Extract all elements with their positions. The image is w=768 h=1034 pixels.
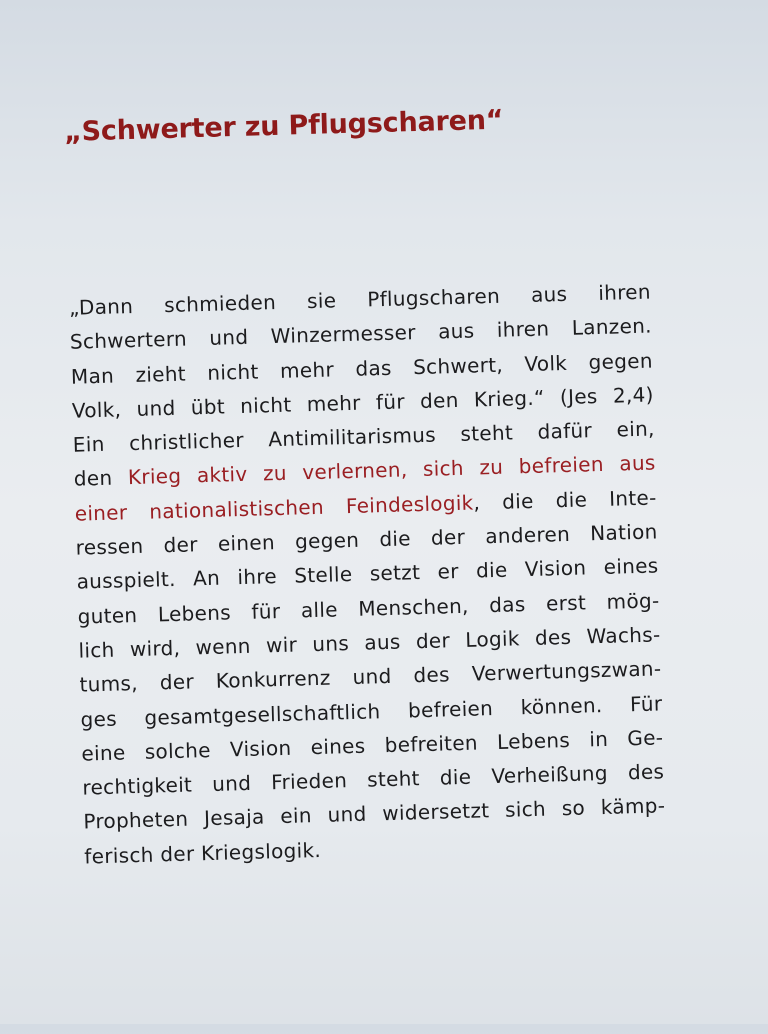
body-paragraph: [69, 275, 667, 874]
text-line: Schwertern und Winzermesser aus ihren Lanzen.: [69, 313, 653, 355]
text-line: Volk, und übt nicht mehr für den Krieg.“ (Jes 2,4): [71, 382, 655, 423]
text-line: ferisch der Kriegslogik.: [84, 837, 322, 869]
text-line: Propheten Jesaja ein und widersetzt sich so kämp-: [83, 793, 666, 835]
text-line: Man zieht nicht mehr das Schwert, Volk gegen: [70, 348, 654, 389]
emphasis-text: Krieg aktiv zu verlernen, sich zu befreien aus: [127, 450, 656, 490]
text-line: ausspielt. An ihre Stelle setzt er die Vision eines: [76, 553, 659, 595]
text-line: guten Lebens für alle Menschen, das erst mög-: [77, 588, 660, 629]
text-line-suffix: , die die Inte-: [473, 485, 657, 515]
text-line: eine solche Vision eines befreiten Lebens in Ge-: [81, 725, 664, 766]
text-line: Ein christlicher Antimilitarismus steht dafür ein,: [72, 416, 655, 457]
text-line: rechtigkeit und Frieden steht die Verheißung des: [82, 759, 665, 800]
text-line: lich wird, wenn wir uns aus der Logik des Wachs-: [78, 622, 661, 663]
text-line: tums, der Konkurrenz und des Verwertungszwan-: [79, 656, 662, 697]
text-line-prefix: den: [73, 465, 129, 492]
emphasis-text: einer nationalistischen Feindeslogik: [74, 490, 474, 526]
text-line: ges gesamtgesellschaftlich befreien können. Für: [80, 690, 663, 732]
page-title: „Schwerter zu Pflugscharen“: [63, 104, 504, 148]
text-line: ressen der einen gegen die der anderen Nation: [75, 519, 658, 560]
text-line: „Dann schmieden sie Pflugscharen aus ihren: [68, 279, 652, 320]
